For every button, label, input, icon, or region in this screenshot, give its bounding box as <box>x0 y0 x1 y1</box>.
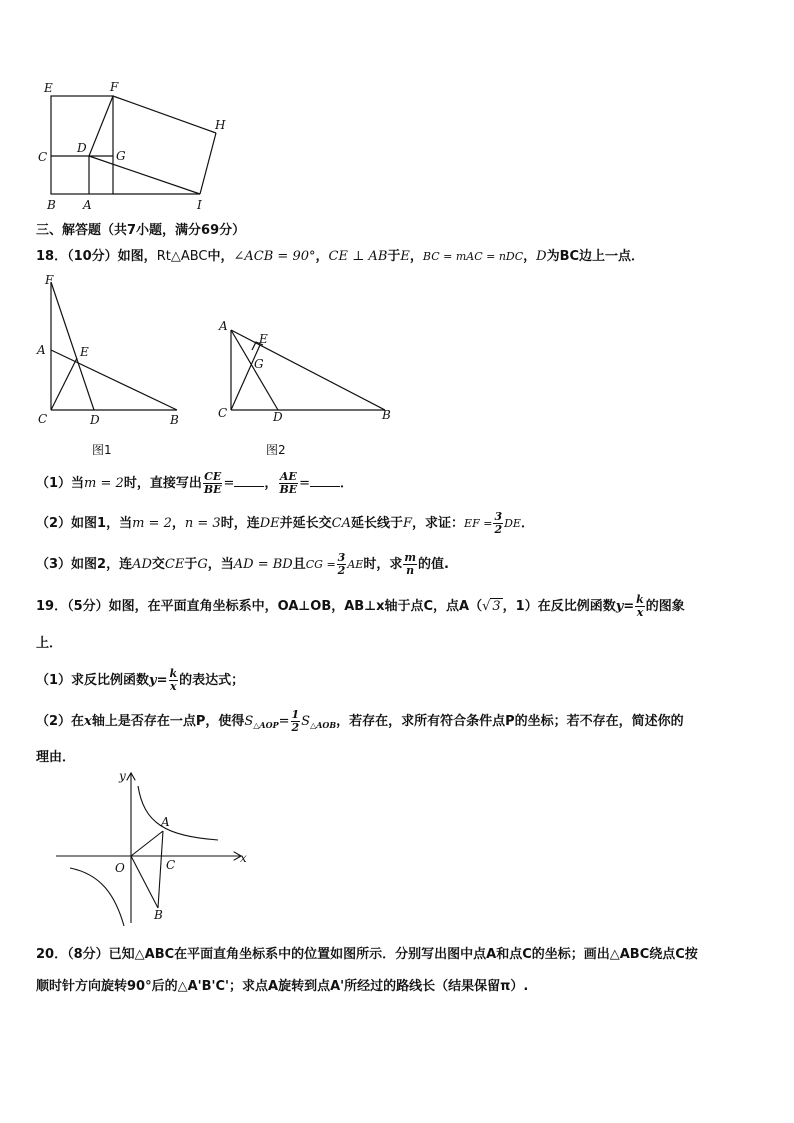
fraction-one-half: $\frac{1}{2}$ <box>291 708 300 734</box>
label-i: I <box>197 198 202 212</box>
q18-stem: 18．（10分）如图，Rt△ABC中，∠ACB = 90°，CE ⊥ AB于E，BC = mAC = nDC，D为BC边上一点． <box>36 249 645 264</box>
label-b: B <box>47 198 56 212</box>
fig1-label-a: A <box>37 343 46 357</box>
graph-label-c: C <box>166 858 176 872</box>
q18-part-3: （3）如图2，连AD交CE于G，当AD = BD且CG = $\frac{3}{2}$ AE时，求 $\frac{m}{n}$ 的值. <box>36 551 449 577</box>
section-title: 三、解答题（共7小题，满分69分） <box>36 223 246 238</box>
fig1-caption: 图1 <box>92 443 112 455</box>
square-rectangle-figure <box>30 76 240 214</box>
label-e: E <box>44 81 53 95</box>
fraction-three-halves-2: $\frac{3}{2}$ <box>337 551 346 577</box>
graph-label-o: O <box>115 861 125 875</box>
fraction-three-halves: $\frac{3}{2}$ <box>494 510 503 536</box>
graph-label-y: y <box>119 769 126 783</box>
label-h: H <box>215 118 226 132</box>
fig1-label-b: B <box>170 413 179 427</box>
answer-blank-1[interactable] <box>234 474 264 487</box>
q18-part-1: （1）当m = 2时，直接写出 $\frac{CE}{BE}$ = ， $\frac{AE}{BE}$ = ． <box>36 470 354 496</box>
q19-part-2: （2）在x轴上是否存在一点P，使得$S_{\triangle AOP}=$ $\frac{1}{2}$ $S_{\triangle AOB}$，若存在，求所有符合条件点P的坐标；若不存在，简述你的 <box>36 708 684 734</box>
answer-blank-2[interactable] <box>310 474 340 487</box>
fraction-ce-be: $\frac{CE}{BE}$ <box>203 470 222 496</box>
q19-coordinate-graph <box>50 768 260 928</box>
q20-line-2: 顺时针方向旋转90°后的△A'B'C'；求点A旋转到点A'所经过的路线长（结果保留π）. <box>36 979 529 994</box>
fig1-label-c: C <box>38 412 48 426</box>
fraction-m-n: $\frac{m}{n}$ <box>404 551 416 577</box>
q18-figure-1 <box>30 270 200 455</box>
fig1-label-d: D <box>90 413 100 427</box>
q19-stem-line2: 上． <box>36 636 63 651</box>
graph-label-x: x <box>240 851 247 865</box>
fig2-label-a: A <box>219 319 228 333</box>
q18-part-2: （2）如图1，当m = 2，n = 3时，连DE并延长交CA延长线于F，求证：EF = $\frac{3}{2}$ DE． <box>36 510 534 536</box>
fig1-label-f: F <box>45 273 54 287</box>
label-d: D <box>77 141 87 155</box>
fig2-label-c: C <box>218 406 228 420</box>
q19-part-1: （1）求反比例函数y= $\frac{k}{x}$ 的表达式； <box>36 667 245 693</box>
label-c: C <box>38 150 48 164</box>
q20-line-1: 20．（8分）已知△ABC在平面直角坐标系中的位置如图所示．分别写出图中点A和点C的坐标；画出△ABC绕点C按 <box>36 947 698 962</box>
fig1-label-e: E <box>80 345 89 359</box>
fraction-ae-be: $\frac{AE}{BE}$ <box>279 470 298 496</box>
fig2-label-g: G <box>254 357 264 371</box>
graph-label-a: A <box>161 815 170 829</box>
fig2-label-d: D <box>273 410 283 424</box>
label-g: G <box>116 149 126 163</box>
label-f: F <box>110 80 119 94</box>
fig2-label-b: B <box>382 408 391 422</box>
fraction-k-x: $\frac{k}{x}$ <box>636 593 644 619</box>
fig2-caption: 图2 <box>266 443 286 455</box>
graph-label-b: B <box>154 908 163 922</box>
q19-part-2-line2: 理由． <box>36 750 76 765</box>
fig2-label-e: E <box>259 332 268 346</box>
q18-figure-2 <box>210 312 400 455</box>
label-a: A <box>83 198 92 212</box>
fraction-k-x-2: $\frac{k}{x}$ <box>169 667 178 693</box>
q19-stem: 19．（5分）如图，在平面直角坐标系中，OA⊥OB，AB⊥x轴于点C，点A（√ 3 ，1）在反比例函数y= $\frac{k}{x}$ 的图象 <box>36 593 685 619</box>
